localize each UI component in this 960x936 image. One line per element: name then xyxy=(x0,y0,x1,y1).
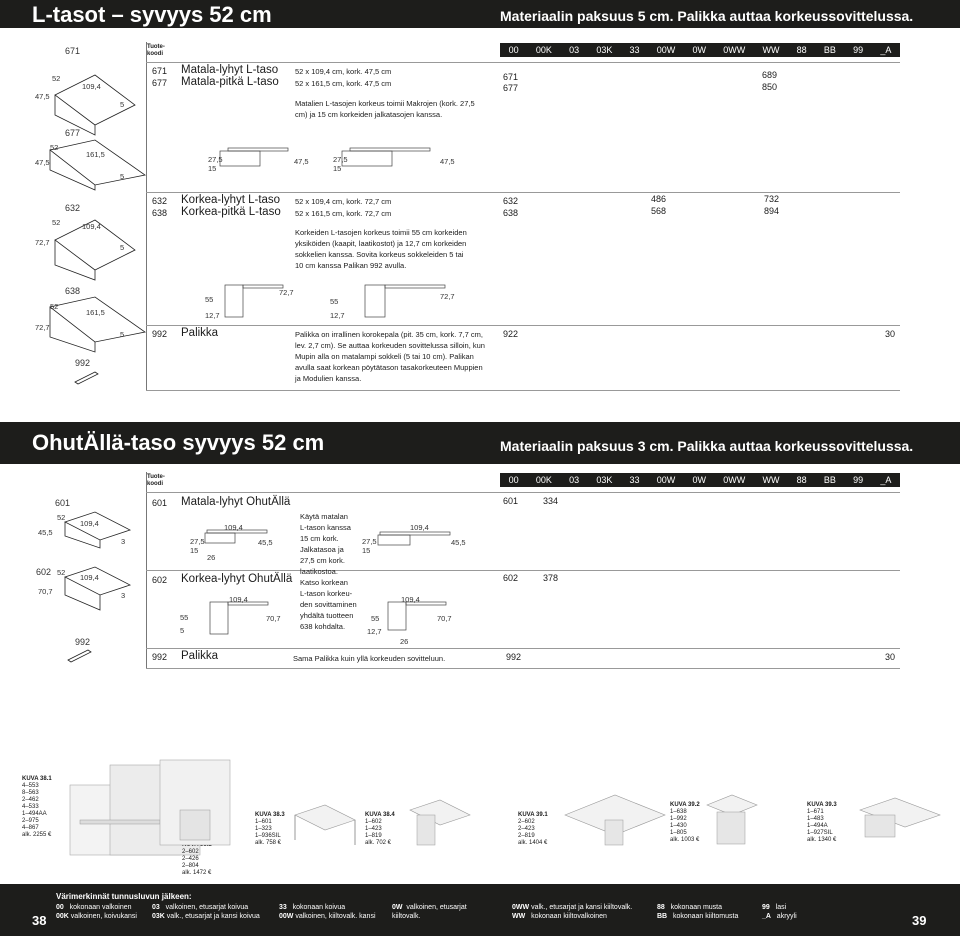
kuva-38-3-image xyxy=(290,800,360,850)
model-label: 992 xyxy=(75,637,91,647)
dim-label: 45,5 xyxy=(451,538,466,547)
product-code: 671 xyxy=(152,66,168,76)
legend-col: 33 kokonaan koivua 00W valkoinen, kiiltovalk. kansi xyxy=(279,904,376,920)
dim-label: 47,5 xyxy=(294,157,309,166)
section1-title: L-tasot – syvyys 52 cm xyxy=(32,2,272,27)
model-label: 632 xyxy=(65,203,81,213)
section1-subtitle: Materiaalin paksuus 5 cm. Palikka auttaa korkeussovittelussa. xyxy=(500,8,914,24)
dim-label: 70,7 xyxy=(38,587,53,596)
price: 850 xyxy=(762,82,778,92)
ohutalla-note: Käytä matalan L-tason kanssa 15 cm kork. Jalkatasoa ja 27,5 cm kork. laatikostoa. Katso korkean L-tason korkeu- den sovittaminen yhdältä tuotteen 638 kohdalta. xyxy=(300,512,357,631)
dim-label: 27,5 xyxy=(208,155,223,164)
dim-label: 52 xyxy=(50,302,59,311)
dim-label: 109,4 xyxy=(80,519,99,528)
product-code: 601 xyxy=(152,498,168,508)
elevation-high-drawing xyxy=(225,285,475,325)
product-name: Palikka xyxy=(181,650,219,662)
price-code: 922 xyxy=(503,329,519,339)
kuva-38-2-caption: 2–602 2–426 2–804 alk. 1472 € xyxy=(182,849,212,876)
dim-label: 161,5 xyxy=(86,308,105,317)
kuva-38-4-caption: KUVA 38.4 1–602 1–423 1–819 alk. 702 € xyxy=(365,812,395,846)
dim-label: 5 xyxy=(120,100,125,109)
product-code: 992 xyxy=(152,652,168,662)
model-label: 992 xyxy=(75,358,91,368)
product-name: Korkea-pitkä L-taso xyxy=(181,206,281,218)
model-label: 677 xyxy=(65,128,81,138)
dim-label: 55 xyxy=(180,613,189,622)
page-number: 38 xyxy=(32,913,47,928)
kuva-38-3-caption: KUVA 38.3 1–601 1–323 1–936SIL alk. 758 € xyxy=(255,812,285,846)
dim-label: 72,7 xyxy=(440,292,455,301)
product-dims: 52 x 161,5 cm, kork. 47,5 cm xyxy=(295,79,392,88)
dim-label: 26 xyxy=(207,553,216,562)
product-dims: 52 x 109,4 cm, kork. 72,7 cm xyxy=(295,197,392,206)
row-divider xyxy=(146,192,900,193)
price-code: 601 xyxy=(503,496,519,506)
kuva-39-1-caption: KUVA 39.1 2–602 2–423 2–819 alk. 1404 € xyxy=(518,812,548,846)
dim-label: 72,7 xyxy=(279,288,294,297)
dim-label: 12,7 xyxy=(367,627,382,636)
product-note: Korkeiden L-tasojen korkeus toimii 55 cm korkeiden yksiköiden (kaapit, laatikostot) ja 12,7 cm korkeiden sokkelien kanssa. Sovita korkeus sokkeleiden 5 tai 10 cm kanssa Palikan 992 avulla. xyxy=(295,228,467,270)
dim-label: 45,5 xyxy=(258,538,273,547)
price-code: 677 xyxy=(503,83,519,93)
dim-label: 52 xyxy=(57,513,66,522)
dim-label: 70,7 xyxy=(266,614,281,623)
kuva-39-3-caption: KUVA 39.3 1–671 1–483 1–494A 1–927SIL alk. 1340 € xyxy=(807,802,837,843)
product-name: Matala-lyhyt L-taso xyxy=(181,64,279,76)
dim-label: 15 xyxy=(190,546,199,555)
tuotekoodi-label: Tuote-koodi xyxy=(147,474,165,487)
product-note: Matalien L-tasojen korkeus toimii Makrojen (kork. 27,5 cm) ja 15 cm korkeiden jalkatasojen kanssa. xyxy=(295,99,475,119)
price: 486 xyxy=(651,194,667,204)
price: 894 xyxy=(764,206,780,216)
tuotekoodi-label: Tuote-koodi xyxy=(147,44,165,57)
product-code: 992 xyxy=(152,329,168,339)
dim-label: 55 xyxy=(330,297,339,306)
dim-label: 109,4 xyxy=(229,595,248,604)
product-name: Matala-lyhyt OhutÄllä xyxy=(181,496,291,508)
row-divider xyxy=(146,325,900,326)
dim-label: 72,7 xyxy=(35,238,50,247)
dim-label: 72,7 xyxy=(35,323,50,332)
model-label: 671 xyxy=(65,46,81,56)
price: 689 xyxy=(762,70,778,80)
product-name: Korkea-lyhyt OhutÄllä xyxy=(181,573,293,585)
l-desk-638-drawing xyxy=(35,292,168,352)
price: 30 xyxy=(885,329,896,339)
dim-label: 3 xyxy=(121,537,126,546)
kuva-38-4-image xyxy=(405,795,475,855)
price: 568 xyxy=(651,206,667,216)
dim-label: 109,4 xyxy=(410,523,429,532)
price: 30 xyxy=(885,652,896,662)
dim-label: 12,7 xyxy=(330,311,345,320)
dim-label: 15 xyxy=(362,546,371,555)
kuva-39-1-image xyxy=(560,790,670,850)
model-label: 638 xyxy=(65,286,81,296)
palikka-drawing xyxy=(75,372,105,384)
dim-label: 52 xyxy=(50,143,59,152)
section2-subtitle: Materiaalin paksuus 3 cm. Palikka auttaa korkeussovittelussa. xyxy=(500,438,914,454)
kuva-39-3-image xyxy=(855,790,945,850)
legend-col: 99 lasi _A akryyli xyxy=(762,904,797,920)
ohutalla-low-elevation xyxy=(205,530,305,555)
legend-col: 0WW valk., etusarjat ja kansi kiiltovalk. WW kokonaan kiiltovalkoinen xyxy=(512,904,633,920)
row-divider xyxy=(146,390,900,391)
dim-label: 47,5 xyxy=(35,92,50,101)
price: 378 xyxy=(543,573,559,583)
dim-label: 5 xyxy=(120,330,125,339)
dim-label: 52 xyxy=(57,568,66,577)
ohutalla-602-drawing xyxy=(55,565,145,615)
footer-legend xyxy=(0,884,960,936)
dim-label: 161,5 xyxy=(86,150,105,159)
legend-col: 0W valkoinen, etusarjat kiiltovalk. xyxy=(392,904,467,920)
kuva-38-2-image xyxy=(160,760,235,860)
price-code: 638 xyxy=(503,208,519,218)
page-number: 39 xyxy=(912,913,927,928)
price-code: 671 xyxy=(503,72,519,82)
product-code: 602 xyxy=(152,575,168,585)
model-label: 602 xyxy=(36,567,52,577)
product-note: Palikka on irrallinen korokepala (pit. 35 cm, kork. 7,7 cm, lev. 2,7 cm). Se auttaa korkeuden sovittelussa silloin, kun Mupin alla on matalampi sokkeli (5 tai 10 cm). Palikan avulla saat korkean pöytätason tasakorkeuteen Muppien ja Modulien kanssa. xyxy=(295,330,485,383)
dim-label: 109,4 xyxy=(82,82,101,91)
dim-label: 109,4 xyxy=(80,573,99,582)
row-divider xyxy=(146,570,900,571)
dim-label: 5 xyxy=(120,243,125,252)
product-dims: 52 x 109,4 cm, kork. 47,5 cm xyxy=(295,67,392,76)
dim-label: 15 xyxy=(333,164,342,173)
dim-label: 27,5 xyxy=(190,537,205,546)
row-divider xyxy=(146,492,900,493)
dim-label: 26 xyxy=(400,637,409,646)
dim-label: 5 xyxy=(120,172,125,181)
kuva-38-1-caption: KUVA 38.1 4–553 8–563 2–462 4–533 1–494AA 2–975 4–867 alk. 2255 € xyxy=(22,776,52,838)
row-divider xyxy=(146,648,900,649)
product-dims: 52 x 161,5 cm, kork. 72,7 cm xyxy=(295,209,392,218)
product-code: 677 xyxy=(152,78,168,88)
product-note: Sama Palikka kuin yllä korkeuden sovitteluun. xyxy=(293,654,446,663)
legend-title: Värimerkinnät tunnusluvun jälkeen: xyxy=(56,892,192,901)
row-divider xyxy=(146,668,900,669)
l-desk-671-drawing xyxy=(35,55,168,135)
dim-label: 70,7 xyxy=(437,614,452,623)
model-label: 601 xyxy=(55,498,71,508)
section2-header xyxy=(0,422,960,464)
price-code: 992 xyxy=(506,652,522,662)
dim-label: 27,5 xyxy=(362,537,377,546)
dim-label: 3 xyxy=(121,591,126,600)
color-codes-header: 00 00K 03 03K 33 00W 0W 0WW WW 88 BB 99 _A xyxy=(500,43,900,57)
section1-header xyxy=(0,0,960,28)
product-code: 638 xyxy=(152,208,168,218)
price: 732 xyxy=(764,194,780,204)
kuva-39-2-image xyxy=(702,790,762,850)
dim-label: 47,5 xyxy=(35,158,50,167)
dim-label: 27,5 xyxy=(333,155,348,164)
dim-label: 52 xyxy=(52,218,61,227)
dim-label: 109,4 xyxy=(82,222,101,231)
product-name: Matala-pitkä L-taso xyxy=(181,76,279,88)
dim-label: 5 xyxy=(180,626,185,635)
dim-label: 12,7 xyxy=(205,311,220,320)
dim-label: 15 xyxy=(208,164,217,173)
kuva-39-2-caption: KUVA 39.2 1–638 1–992 1–430 1–805 alk. 1003 € xyxy=(670,802,700,843)
legend-col: 03 valkoinen, etusarjat koivua 03K valk., etusarjat ja kansi koivua xyxy=(152,904,260,920)
row-divider xyxy=(146,62,900,63)
palikka-drawing xyxy=(68,650,98,662)
color-codes-header: 00 00K 03 03K 33 00W 0W 0WW WW 88 BB 99 _A xyxy=(500,473,900,487)
product-name: Palikka xyxy=(181,327,219,339)
dim-label: 45,5 xyxy=(38,528,53,537)
ohutalla-601-drawing xyxy=(55,510,145,550)
dim-label: 109,4 xyxy=(401,595,420,604)
product-name: Korkea-lyhyt L-taso xyxy=(181,194,281,206)
dim-label: 55 xyxy=(371,614,380,623)
product-code: 632 xyxy=(152,196,168,206)
dim-label: 109,4 xyxy=(224,523,243,532)
price-code: 632 xyxy=(503,196,519,206)
dim-label: 55 xyxy=(205,295,214,304)
section2-title: OhutÄllä-taso syvyys 52 cm xyxy=(32,430,325,455)
legend-col: 88 kokonaan musta BB kokonaan kiiltomusta xyxy=(657,904,739,920)
dim-label: 52 xyxy=(52,74,61,83)
price: 334 xyxy=(543,496,559,506)
price-code: 602 xyxy=(503,573,519,583)
dim-label: 47,5 xyxy=(440,157,455,166)
legend-col: 00 kokonaan valkoinen 00K valkoinen, koivukansi xyxy=(56,904,137,920)
ohutalla-high-elevation xyxy=(210,602,310,642)
